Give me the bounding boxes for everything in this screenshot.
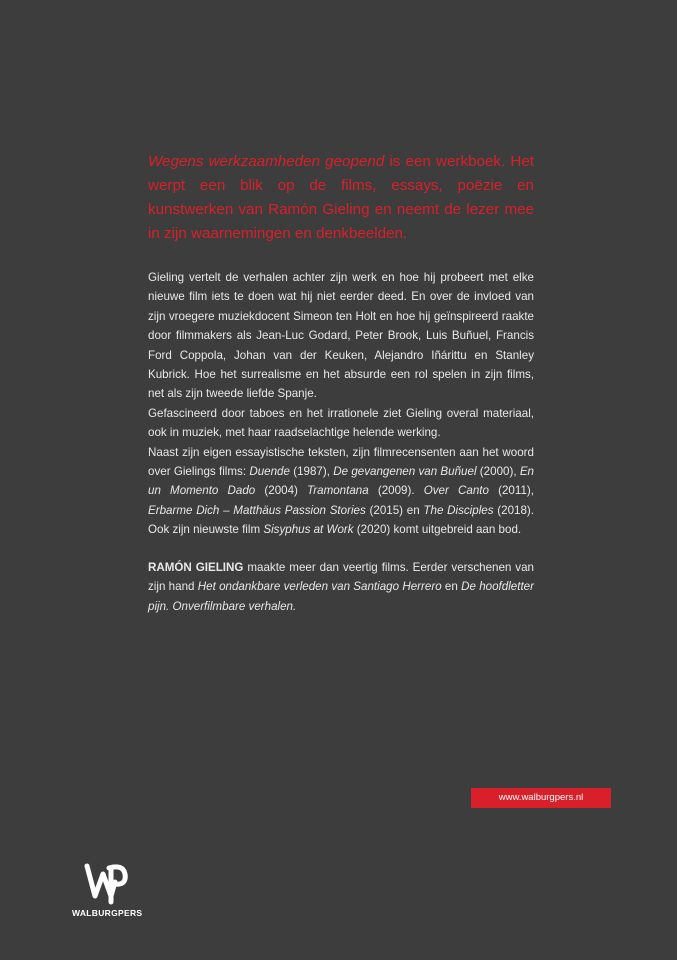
film-title: Over Canto (423, 484, 489, 498)
book-title: De hoofdletter pijn. Onverfilmbare verhalen. (148, 580, 534, 613)
bio-text: maakte meer dan veertig films. Eerder verschenen van zijn hand (148, 560, 534, 594)
blurb (148, 268, 534, 616)
film-year: (2000), (476, 465, 520, 479)
film-title: En un Momento Dado (148, 465, 535, 498)
films-lead: Naast zijn eigen essayistische teksten, zijn filmrecensenten aan het woord over Gielings films: (148, 445, 534, 479)
film-year: (2009). (368, 484, 424, 498)
paragraph-influences: Gieling vertelt de verhalen achter zijn werk en hoe hij probeert met elke nieuwe film iets te doen wat hij niet eerder deed. En over de invloed van zijn vroegere muziekdocent Simeon ten Holt en hoe hij geïnspireerd raakte door filmmakers als Jean-Luc Godard, Peter Brook, Luis Buñuel, Francis Ford Coppola, Johan van der Keuken, Alejandro Iñárittu en Stanley Kubrick. Hoe het surrealisme en het absurde een rol spelen in zijn films, net als zijn tweede liefde Spanje. (148, 271, 534, 401)
film-year: (2015) en (365, 503, 424, 517)
film-title: De gevangenen van Buñuel (333, 465, 477, 479)
film-title: Duende (249, 465, 290, 479)
author-bio (148, 558, 534, 616)
wp-monogram-icon (83, 858, 131, 906)
film-title: Sisyphus at Work (263, 523, 354, 537)
film-title: Tramontana (307, 484, 369, 498)
book-title: Wegens werkzaamheden geopend (148, 153, 385, 170)
film-title: Erbarme Dich – Matthäus Passion Stories (148, 503, 366, 517)
paragraph-films (148, 443, 534, 540)
publisher-logo (72, 858, 142, 922)
paragraph-taboos: Gefascineerd door taboes en het irrationele ziet Gieling overal materiaal, ook in muziek, met haar raadselachtige helende werking. (148, 406, 534, 440)
film-year: (2018). Ook zijn nieuwste film (148, 503, 534, 537)
intro-paragraph (148, 150, 534, 246)
film-year: (2004) (255, 484, 308, 498)
publisher-name: WALBURGPERS (72, 908, 143, 918)
intro-text: is een werkboek. Het werpt een blik op de films, essays, poëzie en kunstwerken van Ramón Gieling en neemt de lezer mee in zijn waarnemingen en denkbeelden. (148, 153, 534, 242)
book-title: Het ondankbare verleden van Santiago Herrero (197, 580, 442, 594)
film-year: (2020) komt uitgebreid aan bod. (353, 523, 522, 537)
bio-text: en (441, 580, 462, 594)
film-title: The Disciples (423, 503, 494, 517)
film-year: (2011), (488, 484, 534, 498)
website-link[interactable]: www.walburgpers.nl (471, 788, 611, 808)
author-name: RAMÓN GIELING (148, 560, 244, 574)
film-year: (1987), (289, 465, 334, 479)
